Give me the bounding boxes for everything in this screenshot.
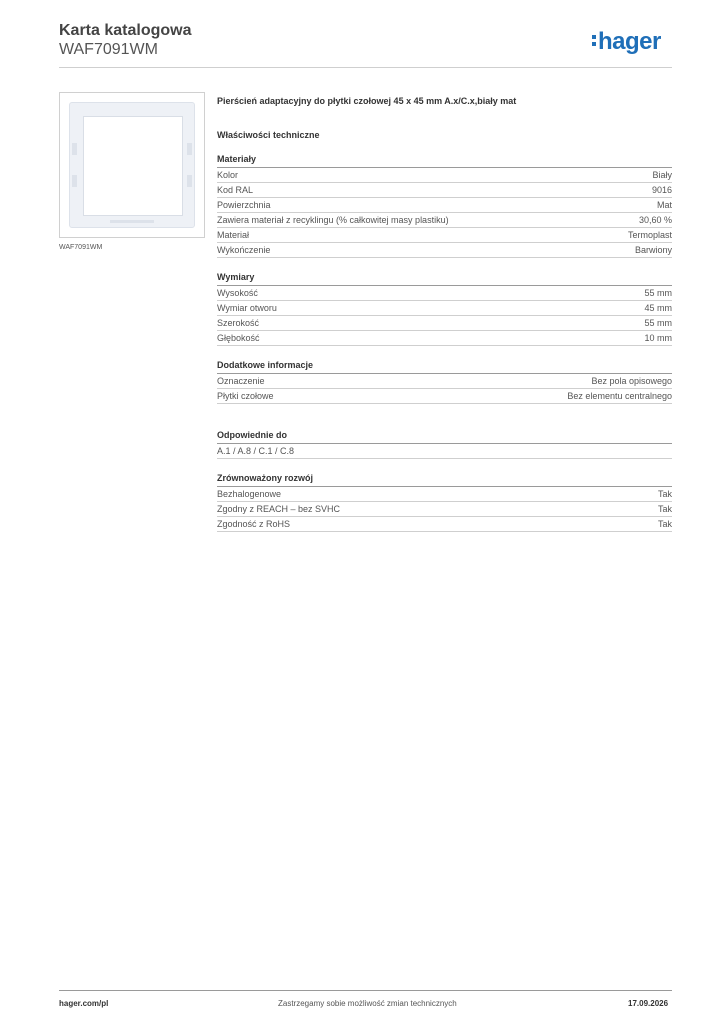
section-additional-info [217, 360, 672, 404]
spec-row [217, 286, 672, 301]
spec-row [217, 374, 672, 389]
section-title: Wymiary [217, 272, 672, 286]
spec-value: Tak [657, 519, 672, 529]
hager-logo [592, 28, 661, 56]
spec-label: Wykończenie [217, 245, 271, 255]
section-suitable-for [217, 430, 672, 459]
spec-value: Barwiony [634, 245, 672, 255]
section-title: Dodatkowe informacje [217, 360, 672, 374]
spec-label: Wymiar otworu [217, 303, 277, 313]
spec-row [217, 487, 672, 502]
spec-label: Zgodny z REACH – bez SVHC [217, 504, 341, 514]
section-materials [217, 154, 672, 258]
spec-label: Wysokość [217, 288, 258, 298]
spec-row [217, 213, 672, 228]
spec-label: Kolor [217, 170, 239, 180]
logo-dots-icon [592, 32, 596, 46]
spec-label: Materiał [217, 230, 250, 240]
footer-date: 17.09.2026 [628, 999, 669, 1008]
section-title: Zrównoważony rozwój [217, 473, 672, 487]
spec-value: Termoplast [627, 230, 672, 240]
specification-content [217, 96, 672, 532]
spec-row [217, 183, 672, 198]
spec-value: 55 mm [644, 318, 672, 328]
spec-row [217, 444, 672, 459]
spec-label: Głębokość [217, 333, 260, 343]
product-image [59, 92, 205, 238]
spec-value: Tak [657, 504, 672, 514]
spec-label: Oznaczenie [217, 376, 265, 386]
footer-divider [59, 990, 672, 991]
spec-value: Tak [657, 489, 672, 499]
section-dimensions [217, 272, 672, 346]
spec-value: Bez pola opisowego [591, 376, 672, 386]
spec-row [217, 389, 672, 404]
spec-row [217, 517, 672, 532]
product-code: WAF7091WM [59, 41, 158, 58]
product-image-caption: WAF7091WM [59, 244, 103, 251]
spec-value: 45 mm [644, 303, 672, 313]
adapter-ring-icon [69, 102, 195, 228]
logo-text: hager [598, 28, 661, 55]
footer-note: Zastrzegamy sobie możliwość zmian technicznych [278, 999, 457, 1008]
spec-label: Zawiera materiał z recyklingu (% całkowitej masy plastiku) [217, 215, 449, 225]
document-title: Karta katalogowa [59, 22, 192, 39]
spec-row [217, 331, 672, 346]
spec-row [217, 316, 672, 331]
spec-value: 55 mm [644, 288, 672, 298]
spec-row [217, 168, 672, 183]
spec-label: A.1 / A.8 / C.1 / C.8 [217, 446, 295, 456]
spec-row [217, 243, 672, 258]
spec-label: Kod RAL [217, 185, 254, 195]
spec-value: 9016 [651, 185, 672, 195]
document-header [59, 22, 191, 59]
spec-row [217, 228, 672, 243]
spec-value: 30,60 % [638, 215, 672, 225]
spec-value: Mat [656, 200, 672, 210]
header-divider [59, 67, 672, 68]
spec-value: Bez elementu centralnego [567, 391, 672, 401]
spec-row [217, 198, 672, 213]
section-title: Materiały [217, 154, 672, 168]
spec-label: Zgodność z RoHS [217, 519, 291, 529]
spec-row [217, 502, 672, 517]
spec-label: Szerokość [217, 318, 260, 328]
section-sustainability [217, 473, 672, 532]
spec-row [217, 301, 672, 316]
spec-value: Biały [652, 170, 672, 180]
technical-properties-title: Właściwości techniczne [217, 130, 320, 140]
spec-value: 10 mm [644, 333, 672, 343]
product-name: Pierścień adaptacyjny do płytki czołowej 45 x 45 mm A.x/C.x,biały mat [217, 96, 517, 106]
footer-website-link[interactable]: hager.com/pl [59, 999, 109, 1008]
section-title: Odpowiednie do [217, 430, 672, 444]
spec-label: Bezhalogenowe [217, 489, 282, 499]
spec-label: Płytki czołowe [217, 391, 274, 401]
spec-label: Powierzchnia [217, 200, 271, 210]
